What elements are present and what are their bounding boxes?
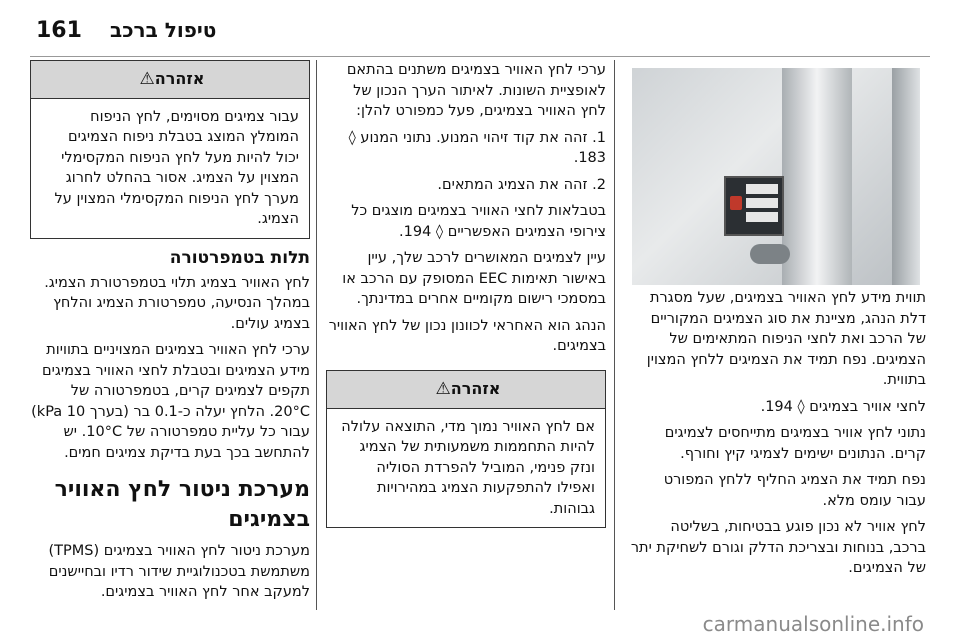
column-right-text [630,288,926,585]
label-cell [762,198,778,208]
header-rule [30,56,930,57]
paragraph: מערכת ניטור לחץ האוויר בצמיגים (TPMS) משתמשת בטכנולוגיית שידור רדיו ובחיישנים למעקב אחר לחץ האוויר בצמיגים. [48,543,310,600]
warning-title: אזהרה [154,69,205,88]
paragraph: נפח תמיד את הצמיג החליף ללחץ המפורט עבור עומס מלא. [663,472,926,509]
tyre-pressure-label [724,176,784,236]
paragraph: נתוני לחץ אוויר בצמיגים מתייחסים לצמיגים קרים. הנתונים ישימים לצמיגי קיץ וחורף. [664,425,926,462]
paragraph: לחץ האוויר בצמיג תלוי בטמפרטורת הצמיג. במהלך הנסיעה, טמפרטורת הצמיג והלחץ בצמיג עולים. [44,274,310,332]
door-edge [892,68,920,285]
label-cell [762,212,778,222]
column-middle [326,60,606,620]
warning-triangle-icon: ⚠ [139,69,155,89]
list-item: 2. זהה את הצמיג המתאים. [437,176,606,193]
paragraph: ערכי לחץ האוויר בצמיגים המצויניים בתוויות מידע הצמיגים ובטבלת לחצי האוויר בצמיגים תקפים לצמיגים קרים, בטמפרטורה של 20°C. הלחץ יעלה כ-0.1 בר (בערך 10 kPa) עבור כל עליית טמפרטורה של 10°C. יש להתחשב בכך בעת בדיקת צמיגים חמים. [31,342,310,461]
column-divider [614,60,615,610]
warning-header [31,61,309,99]
page-header [0,0,960,52]
paragraph-xref: לחצי אוויר בצמיגים ◊ 194. [760,398,926,415]
warning-box [326,370,606,528]
page-number: 161 [36,18,82,43]
chapter-title: טיפול ברכב [110,18,217,42]
warning-box [30,60,310,239]
paragraph: הנהג הוא האחראי לכוונון נכון של לחץ האוויר בצמיגים. [328,317,606,354]
column-left-text [30,240,310,609]
warning-title: אזהרה [450,379,501,398]
watermark: carmanualsonline.info [702,612,924,636]
column-right [626,60,926,620]
paragraph: בטבלאות לחצי האוויר בצמיגים מוצגים כל צירופי הצמיגים האפשריים ◊ 194. [351,203,606,240]
warning-triangle-icon: ⚠ [435,379,451,399]
column-divider [316,60,317,610]
door-pillar [782,68,852,285]
label-cell [762,184,778,194]
warning-body: עבור צמיגים מסוימים, לחץ הניפוח המומלץ המוצג בטבלת ניפוח הצמיגים יכול להיות מעל לחץ הניפוח המקסימלי המצוין על הצמיג. אסור בהחלט לחרוג מערך לחץ הניפוח המקסימלי המצוין על הצמיג. [54,108,299,227]
paragraph: תווית מידע לחץ האוויר בצמיגים, שעל מסגרת דלת הנהג, מציינת את סוג הצמיגים המקוריים של הרכב ואת לחצי הניפוח המתאימים של הצמיגים. נפח תמיד את הצמיגים ללחץ המצוין בתווית. [646,290,926,388]
warning-icon [730,196,742,210]
paragraph: ערכי לחץ האוויר בצמיגים משתנים בהתאם לאופציית השונות. לאיתור הערך הנכון של לחץ האוויר בצמיגים, פעל כמפורט להלן: [346,62,606,119]
column-left [30,60,310,620]
door-latch [750,244,790,264]
section-heading-tpms: מערכת ניטור לחץ האוויר בצמיגים [54,477,310,532]
paragraph: לחץ אוויר לא נכון פוגע בבטיחות, בשליטה ברכב, בנוחות ובצריכת הדלק וגורם לשחיקת יתר של הצמיגים. [630,519,926,576]
paragraph: עיין לצמיגים המאושרים לרכב שלך, עיין באישור תאימות EEC המסופק עם הרכב או במסמכי רישום מקומיים אחרים במדינתך. [342,250,606,307]
tyre-label-photo [632,68,920,285]
warning-body: אם לחץ האוויר נמוך מדי, התוצאה עלולה להיות התחממות משמעותית של הצמיג ונזק פנימי, המוביל להפרדת הסוליה ואפילו להתפקעות הצמיג במהירויות גבוהות. [341,418,595,517]
section-heading-temperature: תלות בטמפרטורה [169,248,310,268]
list-item: 1. זהה את קוד זיהוי המנוע. נתוני המנוע ◊ 183. [348,129,606,166]
warning-header [327,371,605,409]
